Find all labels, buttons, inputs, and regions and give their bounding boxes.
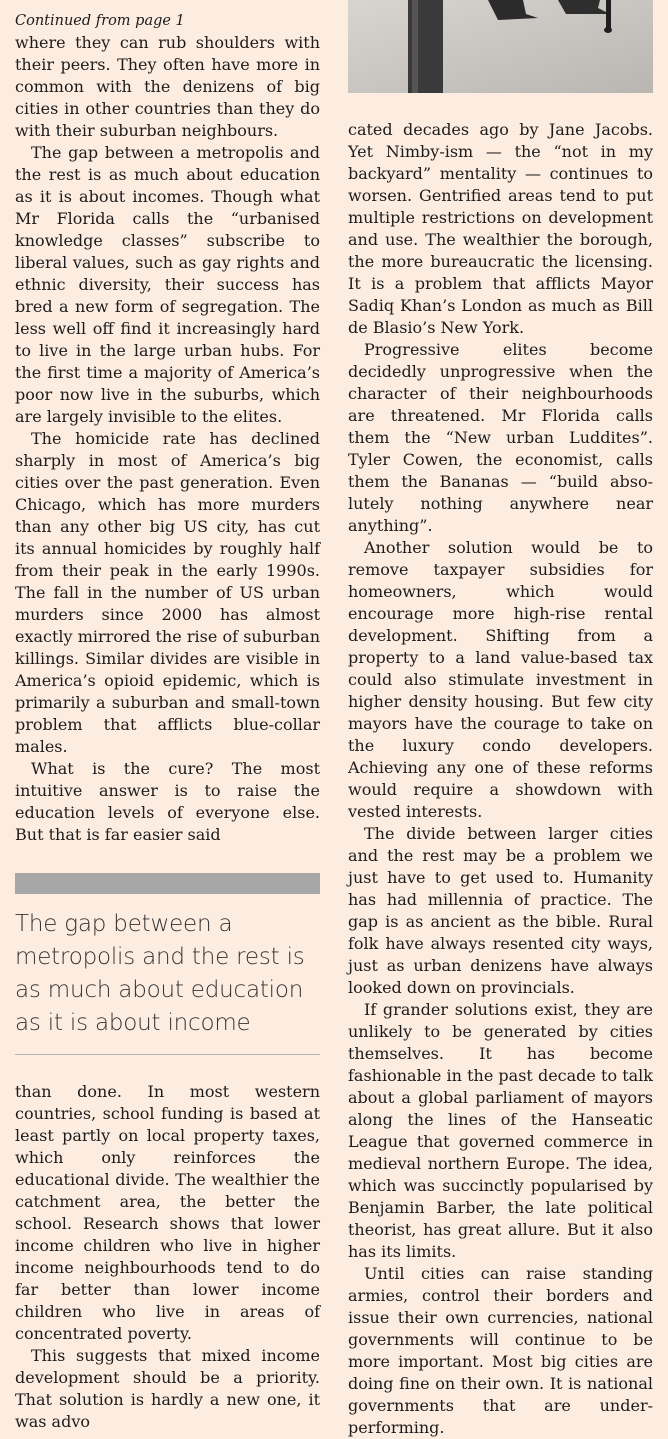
article-paragraph: The gap between a metropolis and the rest is as much about education as it is about incomes. Though what Mr Florida calls the “urbanised knowledge classes” subscribe to liberal values, such as gay rights and ethnic diversity, their success has bred a new form of segregation. The less well off find it increasingly hard to live in the large urban hubs. For the first time a majority of America’s poor now live in the suburbs, which are largely invisible to the elites. bbox=[15, 143, 320, 426]
continued-from-label: Continued from page 1 bbox=[15, 13, 185, 29]
article-paragraph: This suggests that mixed income development should be a priority. That solution is hardly a new one, it was advo bbox=[15, 1346, 320, 1431]
article-paragraph: The divide between larger cities and the rest may be a problem we just have to get used to. Humanity has had millennia of practice. The gap is as ancient as the bible. Rural folk have always resented city ways, just as urban denizens have always looked down on provincials. bbox=[348, 824, 653, 997]
article-paragraph: than done. In most western countries, school funding is based at least partly on local property taxes, which only reinforces the educational divide. The wealthier the catchment area, the better the school. Research shows that lower income children who live in higher income neighbourhoods tend to do far better than lower income children who live in areas of concentrated poverty. bbox=[15, 1082, 320, 1343]
article-paragraph: If grander solutions exist, they are unlikely to be generated by cities themselves. It has become fashionable in the past decade to talk about a global parliament of mayors along the lines of the Hanseatic League that governed commerce in medieval northern Europe. The idea, which was succinctly popularised by Benjamin Barber, the late political theorist, has great allure. But it also has its limits. bbox=[348, 1000, 653, 1261]
pull-quote-text: The gap between a metropolis and the rest is as much about education as it is about income bbox=[15, 911, 305, 1036]
left-column bbox=[15, 0, 320, 1433]
article-paragraph: where they can rub shoulders with their peers. They often have more in common with the denizens of big cities in other countries than they do with their suburban neighbours. bbox=[15, 33, 320, 140]
article-paragraph: Another solution would be to remove taxpayer subsidies for homeowners, which would encourage more high-rise rental development. Shifting from a property to a land value-based tax could also stimulate investment in higher density housing. But few city mayors have the courage to take on the luxury condo developers. Achieving any one of these reforms would require a showdown with vested interests. bbox=[348, 538, 653, 821]
street-photo-image bbox=[348, 0, 653, 93]
article-paragraph: cated decades ago by Jane Jacobs. Yet Nimby-ism — the “not in my backyard” mentality — continues to worsen. Gentrified areas tend to put multiple restrictions on development and use. The wealthier the borough, the more bureaucratic the licensing. It is a problem that afflicts Mayor Sadiq Khan’s London as much as Bill de Blasio’s New York. bbox=[348, 120, 653, 337]
pull-quote-divider bbox=[15, 1054, 320, 1055]
pull-quote-bar bbox=[15, 873, 320, 894]
article-paragraph: Progressive elites become decidedly unprogressive when the character of their neighbourhoods are threatened. Mr Florida calls them the “New urban Luddites”. Tyler Cowen, the economist, calls them the Bananas — “build absolutely nothing anywhere near anything”. bbox=[348, 340, 653, 535]
article-paragraph: Until cities can raise standing armies, control their borders and issue their own currencies, national governments will continue to be more important. Most big cities are doing fine on their own. It is national governments that are underperforming. bbox=[348, 1264, 653, 1437]
article-photo bbox=[348, 0, 653, 93]
pull-quote bbox=[15, 873, 320, 1055]
article-paragraph: The homicide rate has declined sharply in most of America’s big cities over the past generation. Even Chicago, which has more murders than any other big US city, has cut its annual homicides by roughly half from their peak in the early 1990s. The fall in the number of US urban murders since 2000 has almost exactly mirrored the rise of suburban killings. Similar divides are visible in America’s opioid epidemic, which is primarily a suburban and small-town problem that afflicts blue-collar males. bbox=[15, 429, 320, 756]
article-paragraph: What is the cure? The most intuitive answer is to raise the education levels of everyone else. But that is far easier said bbox=[15, 759, 320, 844]
right-column bbox=[348, 0, 653, 1439]
